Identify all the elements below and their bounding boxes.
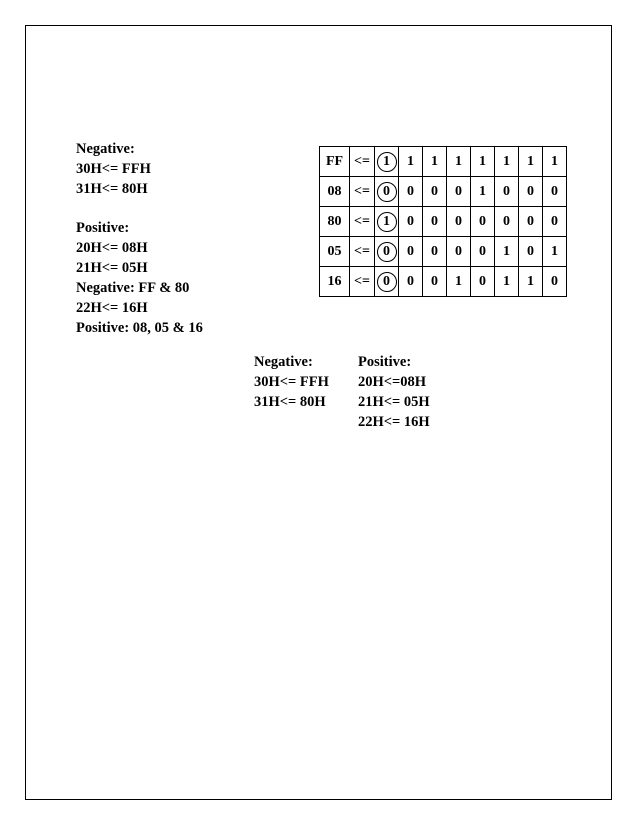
bit-cell: 0 (543, 177, 567, 207)
bit-cell: 0 (399, 177, 423, 207)
bit-cell: 0 (519, 177, 543, 207)
bit-cell: 1 (447, 147, 471, 177)
bit-cell: 1 (399, 147, 423, 177)
assign-arrow: <= (350, 267, 375, 297)
bit-cell: 0 (519, 237, 543, 267)
bit-cell: 0 (399, 207, 423, 237)
hex-cell: 08 (320, 177, 350, 207)
bit-cell: 0 (423, 237, 447, 267)
bit-cell: 0 (471, 207, 495, 237)
bit-cell: 1 (471, 177, 495, 207)
assign-arrow: <= (350, 147, 375, 177)
bit-cell: 0 (543, 207, 567, 237)
bit-cell: 1 (519, 147, 543, 177)
sign-bit-cell (375, 147, 399, 177)
summary-line: 22H<= 16H (358, 414, 430, 430)
notes-line: Negative: (76, 141, 135, 157)
bit-cell: 0 (471, 237, 495, 267)
assign-arrow: <= (350, 177, 375, 207)
bit-cell: 1 (495, 147, 519, 177)
summary-line: Negative: (254, 354, 313, 370)
summary-line: 31H<= 80H (254, 394, 326, 410)
summary-line: Positive: (358, 354, 412, 370)
table-row (320, 267, 567, 297)
table-row (320, 207, 567, 237)
hex-cell: 80 (320, 207, 350, 237)
summary-negative (254, 352, 329, 412)
bit-cell: 1 (495, 267, 519, 297)
bit-cell: 0 (447, 177, 471, 207)
bit-cell: 0 (447, 207, 471, 237)
summary-line: 30H<= FFH (254, 374, 329, 390)
notes-line: 31H<= 80H (76, 181, 148, 197)
notes-line: 21H<= 05H (76, 260, 148, 276)
bit-cell: 0 (495, 177, 519, 207)
left-notes (76, 139, 203, 338)
table-row (320, 177, 567, 207)
sign-bit-cell (375, 177, 399, 207)
notes-line: Positive: (76, 220, 130, 236)
bit-cell: 0 (495, 207, 519, 237)
summary-line: 20H<=08H (358, 374, 427, 390)
notes-line: 22H<= 16H (76, 300, 148, 316)
bit-cell: 1 (543, 237, 567, 267)
bit-cell: 1 (543, 147, 567, 177)
bit-cell: 0 (399, 267, 423, 297)
bit-cell: 1 (423, 147, 447, 177)
sign-bit-cell (375, 207, 399, 237)
sign-bit-circle: 1 (377, 212, 397, 232)
notes-spacer (76, 199, 203, 218)
bit-cell: 0 (519, 207, 543, 237)
bit-cell: 0 (447, 237, 471, 267)
sign-bit-cell (375, 237, 399, 267)
bit-cell: 0 (543, 267, 567, 297)
sign-bit-circle: 0 (377, 242, 397, 262)
notes-line: 20H<= 08H (76, 240, 148, 256)
bit-cell: 1 (495, 237, 519, 267)
bit-cell: 1 (471, 147, 495, 177)
notes-line: Negative: FF & 80 (76, 280, 190, 296)
sign-bit-circle: 0 (377, 182, 397, 202)
hex-cell: FF (320, 147, 350, 177)
table-row (320, 147, 567, 177)
notes-line: Positive: 08, 05 & 16 (76, 320, 203, 336)
bit-cell: 0 (399, 237, 423, 267)
bit-cell: 0 (423, 267, 447, 297)
table-row (320, 237, 567, 267)
sign-bit-circle: 0 (377, 272, 397, 292)
summary-line: 21H<= 05H (358, 394, 430, 410)
sign-bit-circle: 1 (377, 152, 397, 172)
hex-cell: 05 (320, 237, 350, 267)
bit-cell: 1 (519, 267, 543, 297)
bit-cell: 0 (471, 267, 495, 297)
hex-cell: 16 (320, 267, 350, 297)
assign-arrow: <= (350, 207, 375, 237)
bit-cell: 1 (447, 267, 471, 297)
bit-table (319, 146, 567, 297)
notes-line: 30H<= FFH (76, 161, 151, 177)
assign-arrow: <= (350, 237, 375, 267)
bit-cell: 0 (423, 177, 447, 207)
bit-cell: 0 (423, 207, 447, 237)
sign-bit-cell (375, 267, 399, 297)
summary-positive (358, 352, 430, 432)
